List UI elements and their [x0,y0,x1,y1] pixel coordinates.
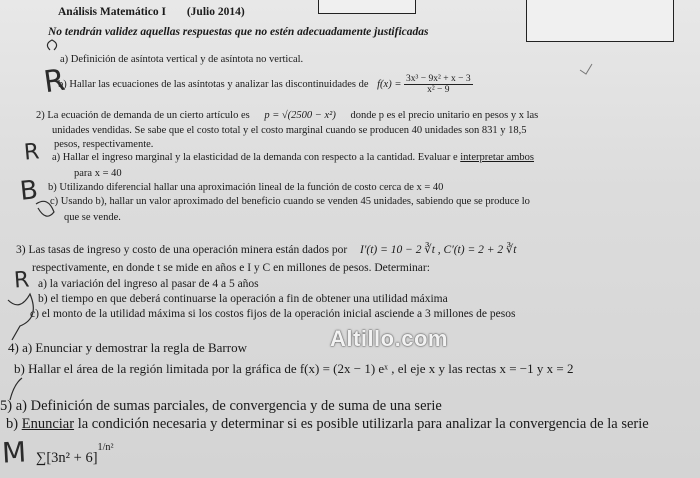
q5-b-text: la condición necesaria y determinar si es posible utilizarla para analizar la convergencia de la serie [74,416,649,432]
q2-demand: p = √(2500 − x²) [264,110,336,121]
q3-rates: I′(t) = 10 − 2 ∛t , C′(t) = 2 + 2 ∛t [360,244,517,256]
q5-b-label: b) [6,416,19,432]
q4-b: b) Hallar el área de la región limitada por la gráfica de f(x) = (2x − 1) eˣ , el eje x y las rectas x = −1 y x = 2 [14,361,574,376]
q2-line3: pesos, respectivamente. [54,139,154,150]
q5-a: 5) a) Definición de sumas parciales, de convergencia y de suma de una serie [0,398,442,414]
q3-c: c) el monto de la utilidad máxima si los costos fijos de la operación inicial asciende a 3 millones de pesos [30,308,516,320]
course-name: Análisis Matemático I [58,6,166,18]
q2-a-text: a) Hallar el ingreso marginal y la elasticidad de la demanda con respecto a la cantidad. Evaluar e [52,152,458,163]
q3-intro-text: 3) Las tasas de ingreso y costo de una operación minera están dados por [16,244,348,256]
q3-line2: respectivamente, en donde t se mide en años e I y C en millones de pesos. Determinar: [32,262,430,274]
check-mark-q1a [47,40,56,50]
circle-mark-q2c [36,201,54,216]
q2-c: c) Usando b), hallar un valor aproximado del beneficio cuando se venden 45 unidades, sabiendo que se produce lo [50,196,530,207]
grade-mark-q1: R [41,62,68,101]
instruction-text: No tendrán validez aquellas respuestas que no estén adecuadamente justificadas [48,26,429,38]
stroke-mark-q4 [10,378,22,400]
q3-b: b) el tiempo en que deberá continuarse la operación a fin de obtener una utilidad máxima [38,293,448,305]
q2-c-cont: que se vende. [64,212,121,223]
q3-a: a) la variación del ingreso al pasar de 4 a 5 años [38,278,259,290]
grade-mark-q5: M [1,435,28,470]
watermark-logo: Altillo.com [330,326,448,351]
q5-b-underlined: Enunciar [21,416,75,432]
q1-b-numerator: 3x³ − 9x² + x − 3 [406,74,471,84]
q1-b-fx: f(x) = [377,78,402,90]
series-expression: ∑[3n² + 6] [36,449,98,466]
grade-mark-q2a: R [22,139,41,166]
grade-mark-q2b: B [18,175,40,207]
q2-b: b) Utilizando diferencial hallar una aproximación lineal de la función de costo cerca de x = 40 [48,182,444,193]
grade-mark-q3: R [13,267,31,294]
q2-intro-1: 2) La ecuación de demanda de un cierto artículo es [36,110,250,121]
series-exponent: 1/n² [97,442,114,453]
tick-mark-q1b [580,64,592,74]
exam-date: (Julio 2014) [186,6,245,18]
q1-b-denominator: x² − 9 [427,85,450,95]
q1-b-text: b) Hallar las ecuaciones de las asíntotas y analizar las discontinuidades de [58,78,369,90]
bracket-mark-q3 [8,294,33,340]
q2-intro-2: donde p es el precio unitario en pesos y x las [350,110,539,121]
q1-a: a) Definición de asíntota vertical y de asíntota no vertical. [60,54,304,65]
q2-a-underlined: interpretar ambos [460,152,535,163]
q2-line2: unidades vendidas. Se sabe que el costo total y el costo marginal cuando se producen 40 unidades son 831 y 18,5 [52,125,527,136]
q4-a: 4) a) Enunciar y demostrar la regla de Barrow [8,340,247,355]
q2-a-cont: para x = 40 [74,168,122,179]
